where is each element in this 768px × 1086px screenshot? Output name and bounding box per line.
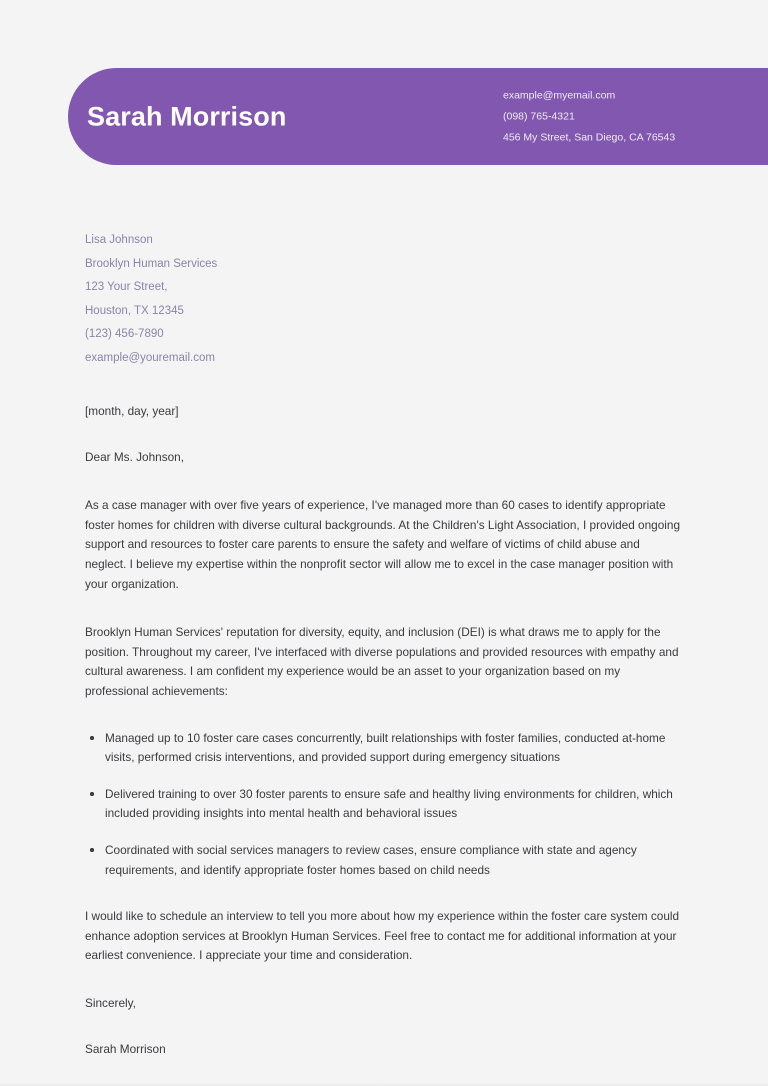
- achievements-list: [85, 729, 684, 881]
- recipient-email: example@youremail.com: [85, 351, 215, 364]
- bullet-icon: [90, 848, 94, 852]
- letter-signoff: Sincerely,: [85, 995, 136, 1010]
- recipient-street: 123 Your Street,: [85, 281, 168, 294]
- achievement-text: Delivered training to over 30 foster parents to ensure safe and healthy living environments for children, which included providing insights into mental health and behavioral issues: [105, 786, 673, 821]
- list-item: [85, 785, 684, 824]
- recipient-phone: (123) 456-7890: [85, 328, 164, 341]
- list-item: [85, 729, 684, 768]
- achievement-text: Managed up to 10 foster care cases concurrently, built relationships with foster families, conducted at-home visits, performed crisis interventions, and provided support during emergency situations: [105, 730, 666, 765]
- letter-date: [month, day, year]: [85, 404, 179, 418]
- sender-name: Sarah Morrison: [87, 101, 287, 131]
- letter-body: [85, 402, 684, 1060]
- letter-closing-paragraph: I would like to schedule an interview to tell you more about how my experience within the foster care system could enhance adoption services at Brooklyn Human Services. Feel free to contact me for additional information at your earliest convenience. I appreciate your time and consideration.: [85, 909, 680, 963]
- letter-paragraph-1: As a case manager with over five years of experience, I've managed more than 60 cases to identify appropriate foster homes for children with diverse cultural backgrounds. At the Children's Light Association, I provided ongoing support and resources to foster care parents to ensure the safety and welfare of victims of child abuse and neglect. I believe my expertise within the nonprofit sector will allow me to excel in the case manager position with your organization.: [85, 498, 681, 591]
- sender-contact-block: [503, 85, 675, 148]
- recipient-address-block: [85, 229, 217, 371]
- letter-signature-name: Sarah Morrison: [85, 1042, 166, 1057]
- bullet-icon: [90, 736, 94, 740]
- list-item: [85, 841, 684, 880]
- recipient-organization: Brooklyn Human Services: [85, 257, 218, 270]
- sender-phone: (098) 765-4321: [503, 110, 575, 122]
- recipient-name: Lisa Johnson: [85, 234, 153, 246]
- sender-email: example@myemail.com: [503, 89, 616, 101]
- recipient-city-state-zip: Houston, TX 12345: [85, 304, 184, 317]
- letter-salutation: Dear Ms. Johnson,: [85, 449, 185, 464]
- sender-address: 456 My Street, San Diego, CA 76543: [503, 131, 676, 143]
- achievement-text: Coordinated with social services managers to review cases, ensure compliance with state and agency requirements, and identify appropriate foster homes based on child needs: [105, 842, 637, 877]
- letter-paragraph-2: Brooklyn Human Services' reputation for diversity, equity, and inclusion (DEI) is what draws me to apply for the position. Throughout my career, I've interfaced with diverse populations and provided resources with empathy and cultural awareness. I am confident my experience would be an asset to your organization based on my professional achievements:: [85, 625, 679, 698]
- letter-header-banner: [68, 68, 768, 165]
- bullet-icon: [90, 792, 94, 796]
